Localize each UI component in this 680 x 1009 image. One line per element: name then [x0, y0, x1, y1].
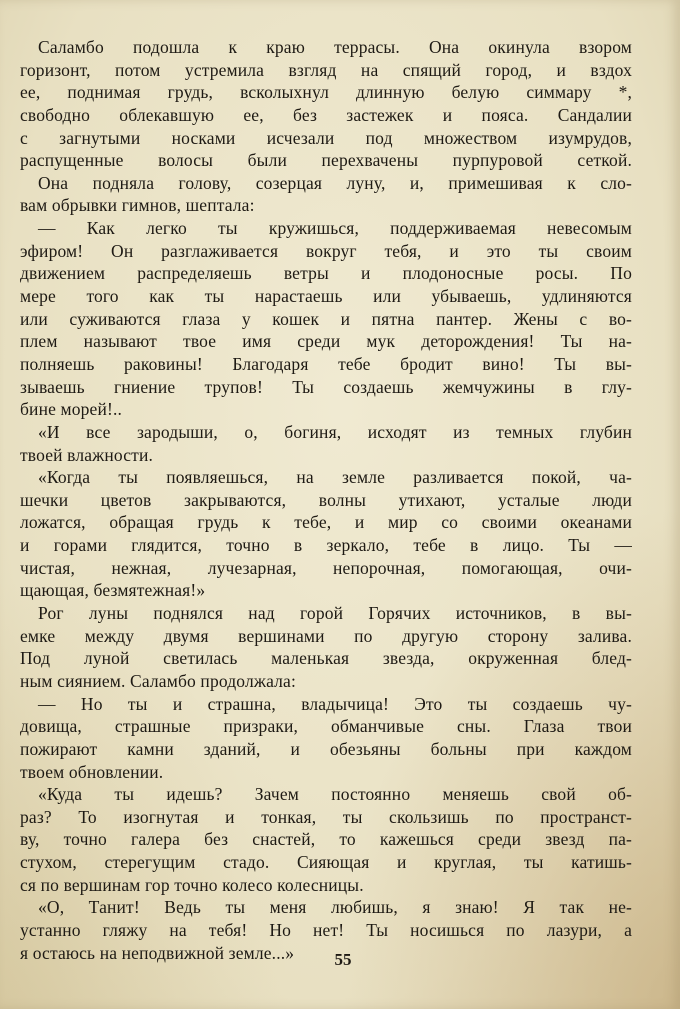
text-line: Рог луны поднялся над горой Горячих источников, в вы-: [38, 603, 632, 624]
text-line: ным сиянием. Саламбо продолжала:: [20, 670, 296, 691]
text-line: довища, страшные призраки, обманчивые сны. Глаза твои: [20, 716, 632, 737]
paragraph: [20, 602, 632, 693]
page-text: [20, 36, 632, 964]
text-line: мере того как ты нарастаешь или убываешь, удлиняются: [20, 286, 632, 307]
text-line: Под луной светилась маленькая звезда, окруженная блед-: [20, 648, 632, 669]
text-line: раз? То изогнутая и тонкая, ты скользишь по пространст-: [20, 806, 632, 827]
text-line: ее, поднимая грудь, всколыхнул длинную белую симмару *,: [20, 82, 632, 103]
text-line: щающая, безмятежная!»: [20, 580, 206, 601]
text-line: распущенные волосы были перехвачены пурпуровой сеткой.: [20, 150, 632, 171]
text-line: полняешь раковины! Благодаря тебе бродит вино! Ты вы-: [20, 353, 632, 374]
text-line: емке между двумя вершинами по другую сторону залива.: [20, 625, 632, 646]
text-line: «О, Танит! Ведь ты меня любишь, я знаю! Я так не-: [38, 897, 632, 918]
text-line: вам обрывки гимнов, шептала:: [20, 195, 255, 216]
text-line: и горами глядится, точно в зеркало, тебе в лицо. Ты —: [20, 535, 632, 556]
page-number: 55: [334, 950, 352, 969]
text-line: ложатся, обращая грудь к тебе, и мир со своими океанами: [20, 512, 632, 533]
text-line: Она подняла голову, созерцая луну, и, примешивая к сло-: [38, 172, 632, 193]
text-line: Саламбо подошла к краю террасы. Она окинула взором: [38, 37, 632, 57]
text-line: «Куда ты идешь? Зачем постоянно меняешь свой об-: [38, 784, 632, 805]
text-line: устанно гляжу на тебя! Но нет! Ты носишься по лазури, а: [20, 919, 632, 940]
text-line: или суживаются глаза у кошек и пятна пантер. Жены с во-: [20, 308, 632, 329]
paragraph: [20, 217, 632, 421]
text-line: зываешь гниение трупов! Ты создаешь жемчужины в глу-: [20, 376, 632, 397]
text-line: «И все зародыши, о, богиня, исходят из темных глубин: [38, 421, 632, 442]
text-line: твоем обновлении.: [20, 761, 164, 782]
text-line: эфиром! Он разглаживается вокруг тебя, и это ты своим: [20, 240, 632, 261]
paragraph: [20, 421, 632, 466]
text-line: шечки цветов закрываются, волны утихают, усталые люди: [20, 489, 632, 510]
text-line: движением распределяешь ветры и плодоносные росы. По: [20, 263, 632, 284]
text-line: стухом, стерегущим стадо. Сияющая и круглая, ты катишь-: [20, 852, 632, 873]
text-line: ся по вершинам гор точно колесо колесницы.: [20, 874, 364, 895]
text-line: горизонт, потом устремила взгляд на спящий город, и вздох: [20, 59, 632, 80]
text-line: — Но ты и страшна, владычица! Это ты создаешь чу-: [38, 693, 632, 714]
text-line: твоей влажности.: [20, 444, 153, 465]
text-line: я остаюсь на неподвижной земле...»: [20, 942, 295, 963]
text-line: «Когда ты появляешься, на земле разливается покой, ча-: [38, 467, 632, 488]
text-line: с загнутыми носками исчезали под множеством изумрудов,: [20, 127, 632, 148]
text-line: — Как легко ты кружишься, поддерживаемая невесомым: [38, 218, 632, 239]
text-line: ву, точно галера без снастей, то кажешься среди звезд па-: [20, 829, 632, 850]
text-line: бине морей!..: [20, 399, 123, 420]
paragraph: [20, 466, 632, 602]
paragraph: [20, 693, 632, 784]
paragraph: [20, 36, 632, 172]
paragraph: [20, 783, 632, 896]
paragraph: [20, 172, 632, 217]
text-line: плем называют твое имя среди мук деторождения! Ты на-: [20, 331, 632, 352]
text-line: пожирают камни зданий, и обезьяны больны при каждом: [20, 738, 632, 759]
text-line: свободно облекавшую ее, без застежек и пояса. Сандалии: [20, 104, 632, 125]
text-line: чистая, нежная, лучезарная, непорочная, помогающая, очи-: [20, 557, 632, 578]
